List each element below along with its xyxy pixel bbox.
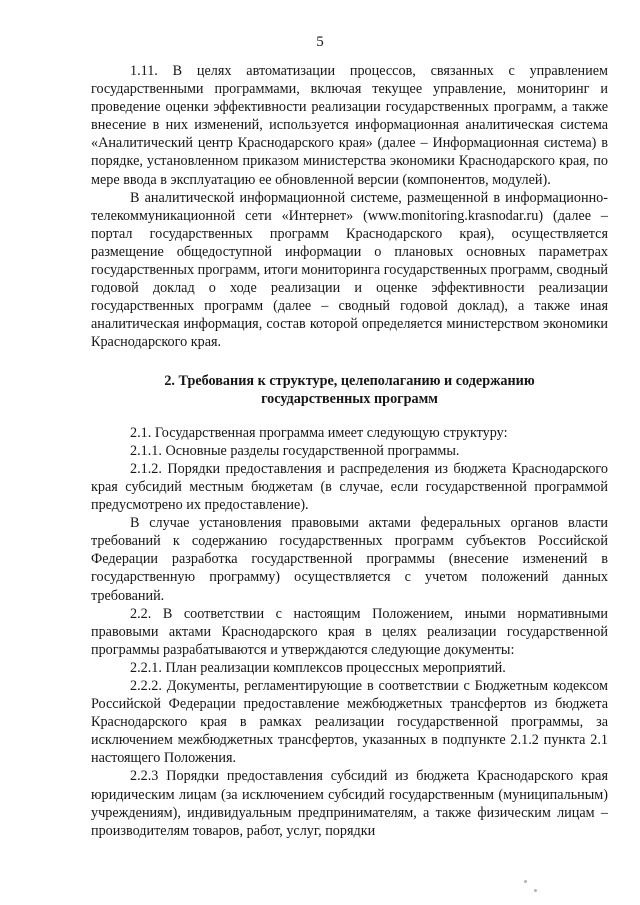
- paragraph-2-2-1: 2.2.1. План реализации комплексов процессных мероприятий.: [130, 659, 506, 676]
- page-number: 5: [316, 34, 324, 50]
- scan-speck: [534, 889, 537, 892]
- paragraph-2-2: 2.2. В соответствии с настоящим Положением, иными нормативными правовыми актами Краснодарского края в целях реализации государственной программы разрабатываются и утверждаются следующие документы:: [91, 605, 608, 658]
- paragraph-2-1-2: 2.1.2. Порядки предоставления и распределения из бюджета Краснодарского края субсидий местным бюджетам (в случае, если государственной программой предусмотрено их предоставление).: [91, 460, 608, 514]
- document-body: [91, 62, 608, 840]
- paragraph-2-1: 2.1. Государственная программа имеет следующую структуру:: [130, 424, 508, 441]
- paragraph-2-2-3: 2.2.3 Порядки предоставления субсидий из бюджета Краснодарского края юридическим лицам (за исключением субсидий государственным (муниципальным) учреждениям), индивидуальным предпринимателям, а также физическим лицам – производителям товаров, работ, услуг, порядки: [91, 768, 608, 839]
- paragraph-1-11: 1.11. В целях автоматизации процессов, связанных с управлением государственными программами, включая текущее управление, мониторинг и проведение оценки эффективности реализации государственных программ, а также внесение в них изменений, используется информационная аналитическая система «Аналитический центр Краснодарского края» (далее – Информационная система) в порядке, установленном приказом министерства экономики Краснодарского края, по мере ввода в эксплуатацию ее обновленной версии (компонентов, модулей).: [91, 63, 608, 188]
- section-heading: [91, 372, 608, 408]
- section-heading-line-2: государственных программ: [261, 390, 438, 407]
- paragraph-2-2-2: 2.2.2. Документы, регламентирующие в соответствии с Бюджетным кодексом Российской Федерации предоставление межбюджетных трансфертов из бюджета Краснодарского края в рамках реализации государственной программы, за исключением межбюджетных трансфертов, указанных в подпункте 2.1.2 пункта 2.1 настоящего Положения.: [91, 678, 608, 767]
- paragraph-2-1-1: 2.1.1. Основные разделы государственной программы.: [130, 442, 460, 459]
- paragraph-portal: В аналитической информационной системе, размещенной в информационно-телекоммуникационной сети «Интернет» (www.monitoring.krasnodar.ru) (далее – портал государственных программ Краснодарского края), осуществляется размещение общедоступной информации о плановых основных параметрах государственных программ, итоги мониторинга государственных программ, сводный годовой доклад о ходе реализации и оценке эффективности реализации государственных программ (далее – сводный годовой доклад), а также иная аналитическая информация, состав которой определяется министерством экономики Краснодарского края.: [91, 189, 608, 351]
- scan-speck: [524, 880, 527, 883]
- paragraph-federal-requirements: В случае установления правовыми актами федеральных органов власти требований к содержанию государственных программ субъектов Российской Федерации разработка государственной программы (внесение изменений в государственную программу) осуществляется с учетом положений данных требований.: [91, 515, 608, 604]
- section-heading-line-1: 2. Требования к структуре, целеполаганию и содержанию: [164, 372, 535, 389]
